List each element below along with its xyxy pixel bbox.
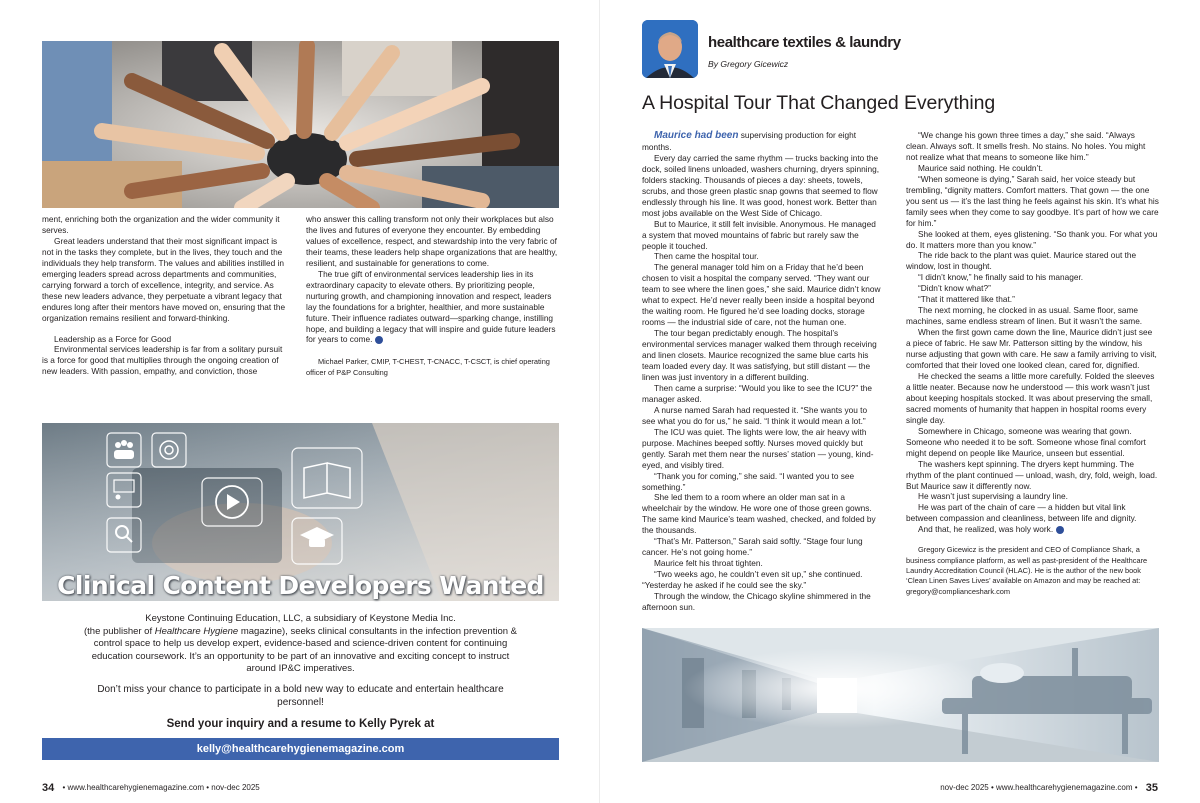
paragraph: Somewhere in Chicago, someone was wearing that gown. Someone who needed it to be soft. Someone whose final comfort might depend on people like Maurice, unseen but essential. [906,425,1146,458]
paragraph: A nurse named Sarah had requested it. “She wants you to see what you do for us,” he said. “I think it would mean a lot.” [642,404,868,426]
paragraph: “When someone is dying,” Sarah said, her voice steady but trembling, “dignity matters. Comfort matters. That gown — the one you sent us — it’s the last thing he feels against his skin. It’s what his family sees when they come to say goodbye. It’s part of how we care for him.” [906,173,1159,228]
paragraph: The ICU was quiet. The lights were low, the air heavy with purpose. Machines beeped softly. Nurses moved quickly but gently. Sarah met them near the nurses’ station — young, kind-eyed, and visibly tired. [642,426,874,470]
paragraph: The ride back to the plant was quiet. Maurice stared out the window, lost in thought. [906,250,1137,272]
paragraph [306,269,559,346]
column-name: healthcare textiles & laundry [708,34,901,51]
hands-circle-photo [42,41,559,208]
ad-email-link[interactable]: kelly@healthcarehygienemagazine.com [42,738,559,760]
byline: By Gregory Gicewicz [708,59,789,69]
paragraph [906,524,1159,535]
paragraph [642,130,882,153]
paragraph: The general manager told him on a Friday that he’d been chosen to visit a hospital the company served. “They want our team to see where the linen goes,” she said. Maurice didn’t know what to expect. He’d never really been inside a hospital beyond the waiting room. He figured he’d see loading docks, storage rooms — the industrial side of care, not the human one. [642,262,881,328]
paragraph: Through the window, the Chicago skyline shimmered in the afternoon sun. [642,591,871,612]
paragraph: He wasn’t just supervising a laundry line. [918,491,1068,502]
paragraph: “Two weeks ago, he couldn’t even sit up,” she continued. “Yesterday he asked if he could see the sky.” [642,569,863,591]
ad-text: magazine), seeks clinical consultants in the infection prevention & control space to help us develop expert, evidence-based and science-driven content for continuing education coursework. It’s an opportunity to be part of an innovative and exciting concept to instruct around IP&C imperatives. [91,625,518,675]
paragraph: “Didn’t know what?” [918,283,991,294]
magazine-name: Healthcare Hygiene [154,625,239,637]
paragraph-text: The true gift of environmental services leadership lies in its extraordinary capacity to elevate others. By prioritizing people, nurturing growth, and championing innovation and respect, leaders lay the foundations for a brighter, healthier, and more sustainable future. Their influence radiates outward—sparking change, instilling hope, and building a legacy that will inspire and guide future leaders for years to come. [306,268,556,345]
paragraph: ment, enriching both the organization and the wider community it serves. [42,214,280,235]
lead-in: Maurice had been [654,130,739,141]
paragraph: When the first gown came down the line, Maurice didn’t just see a piece of fabric. He saw Mr. Patterson sitting by the window, his nurse adjusting that gown with care. He saw a family arriving to visit, comforted that their loved one looked clean, cared for, dignified. [906,327,1157,371]
paragraph-text: supervising production for eight months. [642,130,857,152]
folio-right [940,782,1158,794]
paragraph: Every day carried the same rhythm — trucks backing into the dock, soiled linens unloaded, washers churning, dryers spinning, folders stacking. Thousands of pieces a day: sheets, towels, scrubs, and those green plastic snap gowns that seemed to flow endlessly through his line. It was good, honest work. Better than most jobs available on the West Side of Chicago. [642,152,880,218]
paragraph-text: And that, he realized, was holy work. [918,524,1054,535]
end-mark-icon [375,336,383,344]
article-title: A Hospital Tour That Changed Everything [642,92,996,114]
paragraph: Environmental services leadership is far from a solitary pursuit is a force for good that multiplies through the ongoing creation of new leaders. With passion, empathy, and conviction, those [42,344,283,377]
right-page [600,0,1200,803]
paragraph: The next morning, he clocked in as usual. Same floor, same machines, same endless stream of linen. But it wasn’t the same. [906,305,1143,327]
paragraph: “That’s Mr. Patterson,” Sarah said softly. “Stage four lung cancer. He’s not going home.” [642,536,863,558]
paragraph: She led them to a room where an older man sat in a wheelchair by the window. He wore one of those green gowns. The same kind Maurice’s team washed, checked, and folded by the thousands. [642,492,876,536]
author-bio: Michael Parker, CMIP, T-CHEST, T-CNACC, T-CSCT, is chief operating officer of P&P Consulting [306,357,550,377]
paragraph: Then came the hospital tour. [654,251,759,262]
right-column-1 [642,130,882,613]
page-number: 34 [42,782,55,794]
folio-text: • www.healthcarehygienemagazine.com • nov-dec 2025 [62,783,260,792]
paragraph: Great leaders understand that their most significant impact is not in the tasks they complete, but in the lives, they touch and the individuals they help transform. The values and abilities instilled in emerging leaders spread across departments and communities, carrying forward a torch of excellence, integrity, and service. As these new leaders advance, they perpetuate a vibrant legacy that endures long after their mentors have moved on, ensuring that the organization remains resilient and forward-thinking. [42,235,286,323]
ad-call-to-action: Don’t miss your chance to participate in a bold new way to educate and entertain healthcare personnel! [97,684,504,708]
ad-body-line: Keystone Continuing Education, LLC, a subsidiary of Keystone Media Inc. [145,613,456,624]
paragraph: “I didn’t know,” he finally said to his manager. [918,272,1084,283]
left-column-1 [42,214,290,377]
paragraph: He was part of the chain of care — a hidden but vital link between compassion and cleanliness, between life and dignity. [906,502,1137,524]
author-bio: Gregory Gicewicz is the president and CEO of Compliance Shark, a business compliance platform, as well as past-president of the Healthcare Laundry Accreditation Council (HLAC). He is the author of the new book ‘Clean Linen Saves Lives’ available on Amazon and may be reached at: gregory@complianceshark.com [906,545,1148,596]
ad-body [78,613,523,676]
advertisement [42,423,559,762]
end-mark-icon [1056,526,1064,534]
folio-left [42,782,260,794]
paragraph: “We change his gown three times a day,” she said. “Always clean. Always soft. It smells fresh. No stains. No holes. You might not realize what that means to someone like him.” [906,130,1146,162]
ad-headline: Clinical Content Developers Wanted [57,571,544,600]
folio-text: nov-dec 2025 • www.healthcarehygienemagazine.com • [940,783,1138,792]
ad-send-line: Send your inquiry and a resume to Kelly Pyrek at [166,718,435,730]
paragraph: He checked the seams a little more carefully. Folded the sleeves a little neater. Because now he understood — this work wasn’t just about keeping hospitals stocked. It was about preserving the small, sacred moments of humanity that happen in hospital rooms every single day. [906,370,1155,425]
paragraph: The tour began predictably enough. The hospital’s environmental services manager walked them through receiving and linen closets. Maurice recognized the same blue carts his team loaded every day. It was satisfying, but still distant — the linen was just inventory in a different building. [642,328,877,382]
paragraph: Maurice said nothing. He couldn’t. [918,162,1043,173]
author-photo [642,20,698,78]
page-number: 35 [1145,782,1158,794]
paragraph: Then came a surprise: “Would you like to see the ICU?” the manager asked. [642,382,872,404]
ad-body-paragraph [78,626,523,676]
left-column-2 [306,214,559,378]
paragraph: “Thank you for coming,” she said. “I wanted you to see something.” [642,470,855,492]
paragraph: who answer this calling transform not only their workplaces but also the lives and futures of everyone they encounter. By embedding values of excellence, respect, and stewardship into the very fabric of their teams, these leaders help shape organizations that are healthy, resilient, and sustainable for generations to come. [306,214,558,268]
paragraph: The washers kept spinning. The dryers kept humming. The rhythm of the plant continued — unload, wash, dry, fold, weigh, load. But Maurice saw it differently now. [906,458,1158,491]
paragraph: But to Maurice, it still felt invisible. Anonymous. He managed a system that moved mountains of fabric but rarely saw the people it touched. [642,218,876,251]
paragraph: Maurice felt his throat tighten. [654,558,763,569]
paragraph: “That it mattered like that.” [918,294,1015,305]
subhead: Leadership as a Force for Good [54,333,172,344]
hospital-corridor-photo [642,628,1159,762]
right-column-2 [906,130,1159,597]
paragraph: She looked at them, eyes glistening. “So thank you. For what you do. It matters more than you know.” [906,228,1158,250]
ad-text: (the publisher of [83,625,155,637]
